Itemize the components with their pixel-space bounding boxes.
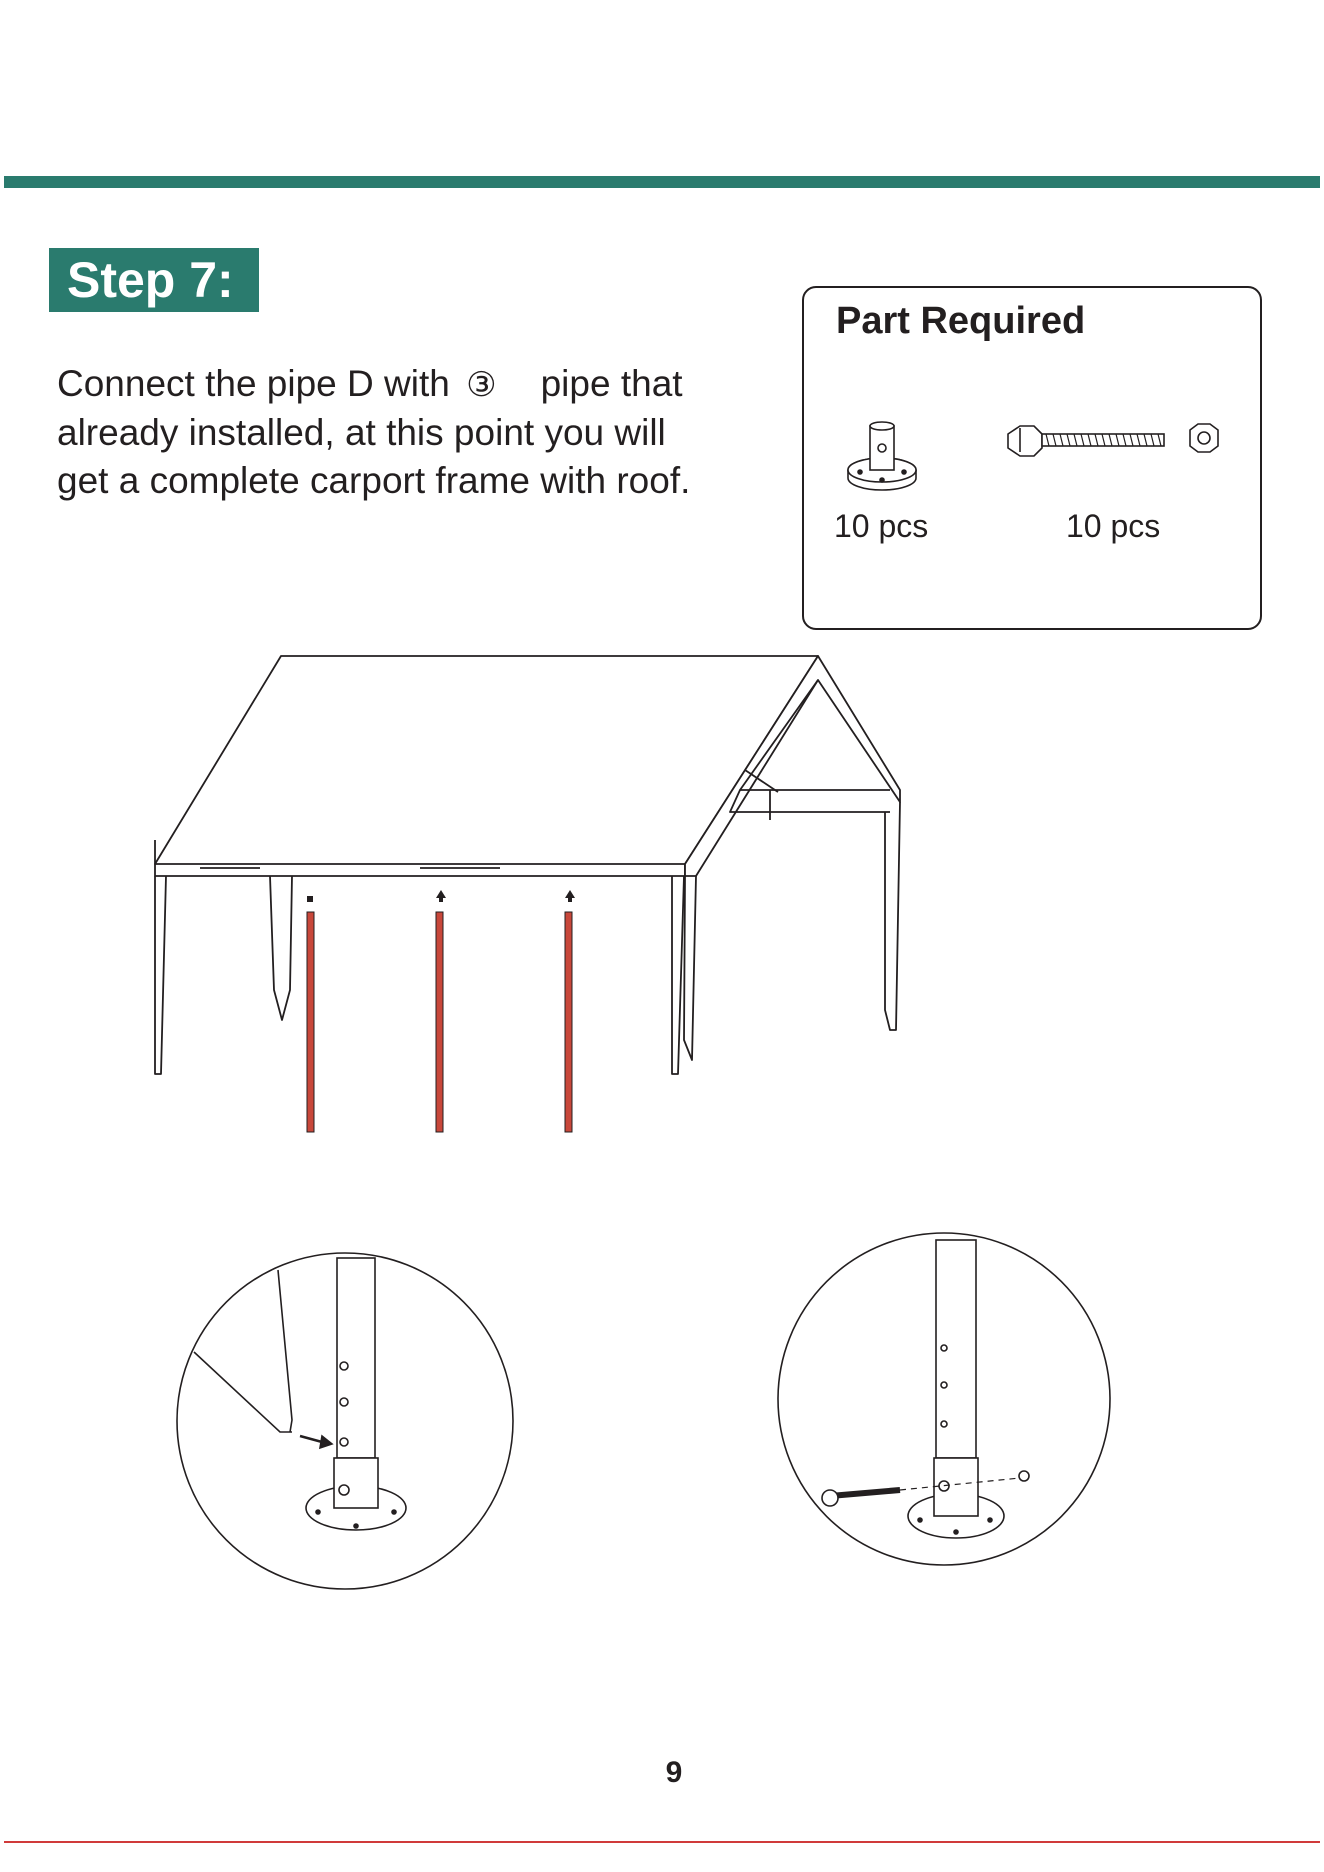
marker-dot bbox=[307, 896, 313, 902]
pipe-d-1 bbox=[307, 912, 314, 1132]
up-arrow-icon bbox=[436, 890, 446, 902]
foot-plate-quantity: 10 pcs bbox=[834, 508, 929, 544]
instruction-line-1-start: Connect the pipe D with bbox=[57, 363, 450, 404]
pipe-d-set bbox=[307, 912, 572, 1132]
page-number: 9 bbox=[665, 1756, 683, 1789]
footer-line bbox=[4, 1841, 1320, 1843]
instruction-line-2: already installed, at this point you will bbox=[57, 412, 666, 453]
pipe-d-3 bbox=[565, 912, 572, 1132]
bolt-quantity: 10 pcs bbox=[1066, 508, 1161, 544]
instruction-line-1-end: pipe that bbox=[540, 363, 683, 404]
circled-number: ③ bbox=[466, 365, 497, 405]
up-arrows bbox=[307, 890, 575, 902]
instruction-line-3: get a complete carport frame with roof. bbox=[57, 460, 691, 501]
parts-title: Part Required bbox=[836, 300, 1086, 342]
detail-bolt-fixing bbox=[778, 1233, 1110, 1565]
detail-insert-pipe bbox=[177, 1253, 513, 1589]
up-arrow-icon bbox=[565, 890, 575, 902]
carport-frame bbox=[155, 656, 900, 1074]
step-badge: Step 7: bbox=[49, 248, 259, 312]
pipe-d-2 bbox=[436, 912, 443, 1132]
